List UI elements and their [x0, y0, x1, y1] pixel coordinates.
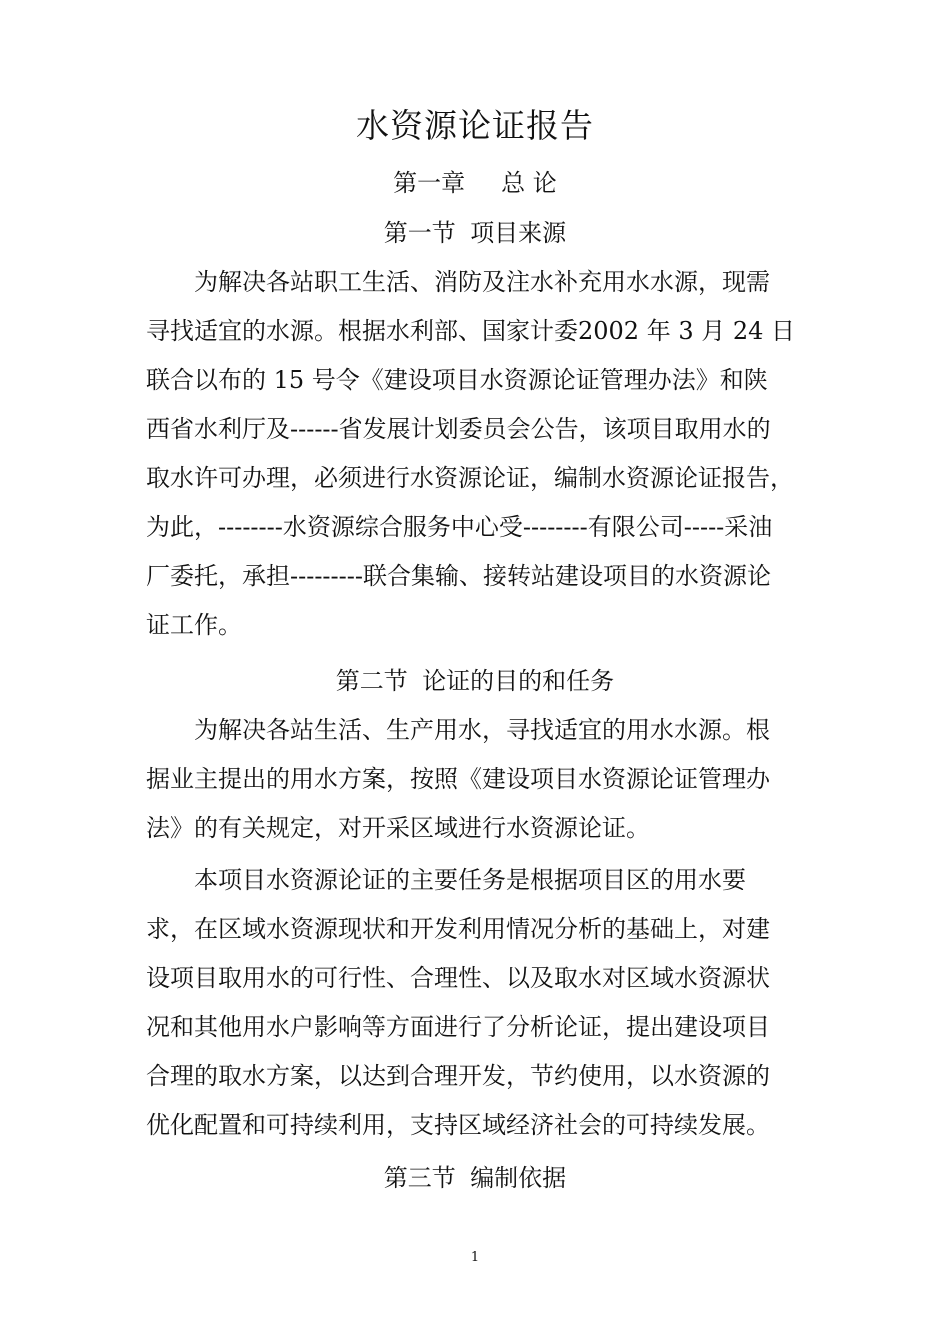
paragraph-line: 为解决各站生活、生产用水，寻找适宜的用水水源。根 — [194, 716, 770, 744]
document-title: 水资源论证报告 — [356, 106, 594, 145]
paragraph-line: 寻找适宜的水源。根据水利部、国家计委2002 年 3 月 24 日 — [146, 317, 796, 345]
section-name: 项目来源 — [470, 219, 567, 247]
paragraph-line: 求，在区域水资源现状和开发利用情况分析的基础上，对建 — [146, 915, 770, 943]
paragraph-line: 厂委托，承担---------联合集输、接转站建设项目的水资源论 — [146, 562, 771, 590]
section-name: 论证的目的和任务 — [422, 667, 615, 695]
paragraph-line: 联合以布的 15 号令《建设项目水资源论证管理办法》和陕 — [146, 366, 768, 394]
section-heading-1 — [0, 216, 950, 250]
section-label: 第二节 — [335, 667, 408, 695]
chapter-name: 总 论 — [501, 169, 557, 197]
section-heading-2 — [0, 664, 950, 698]
paragraph-line: 西省水利厅及------省发展计划委员会公告，该项目取用水的 — [146, 415, 771, 443]
paragraph-line: 优化配置和可持续利用，支持区域经济社会的可持续发展。 — [146, 1111, 770, 1139]
section-name: 编制依据 — [470, 1164, 567, 1192]
section-label: 第三节 — [383, 1164, 456, 1192]
paragraph-project-source — [146, 258, 846, 650]
paragraph-line: 况和其他用水户影响等方面进行了分析论证，提出建设项目 — [146, 1013, 770, 1041]
paragraph-line: 证工作。 — [146, 611, 242, 639]
paragraph-line: 取水许可办理，必须进行水资源论证，编制水资源论证报告， — [146, 464, 794, 492]
paragraph-line: 本项目水资源论证的主要任务是根据项目区的用水要 — [194, 866, 746, 894]
section-label: 第一节 — [383, 219, 456, 247]
paragraph-line: 为解决各站职工生活、消防及注水补充用水水源，现需 — [194, 268, 770, 296]
paragraph-line: 据业主提出的用水方案，按照《建设项目水资源论证管理办 — [146, 765, 770, 793]
paragraph-line: 设项目取用水的可行性、合理性、以及取水对区域水资源状 — [146, 964, 770, 992]
chapter-label: 第一章 — [393, 169, 466, 197]
paragraph-line: 法》的有关规定，对开采区域进行水资源论证。 — [146, 814, 650, 842]
paragraph-purpose — [146, 706, 846, 853]
section-heading-3 — [0, 1161, 950, 1195]
page-number: 1 — [470, 1250, 480, 1265]
paragraph-tasks — [146, 856, 846, 1150]
paragraph-line: 为此，--------水资源综合服务中心受--------有限公司-----采油 — [146, 513, 773, 541]
paragraph-line: 合理的取水方案，以达到合理开发，节约使用，以水资源的 — [146, 1062, 770, 1090]
chapter-heading — [0, 166, 950, 200]
